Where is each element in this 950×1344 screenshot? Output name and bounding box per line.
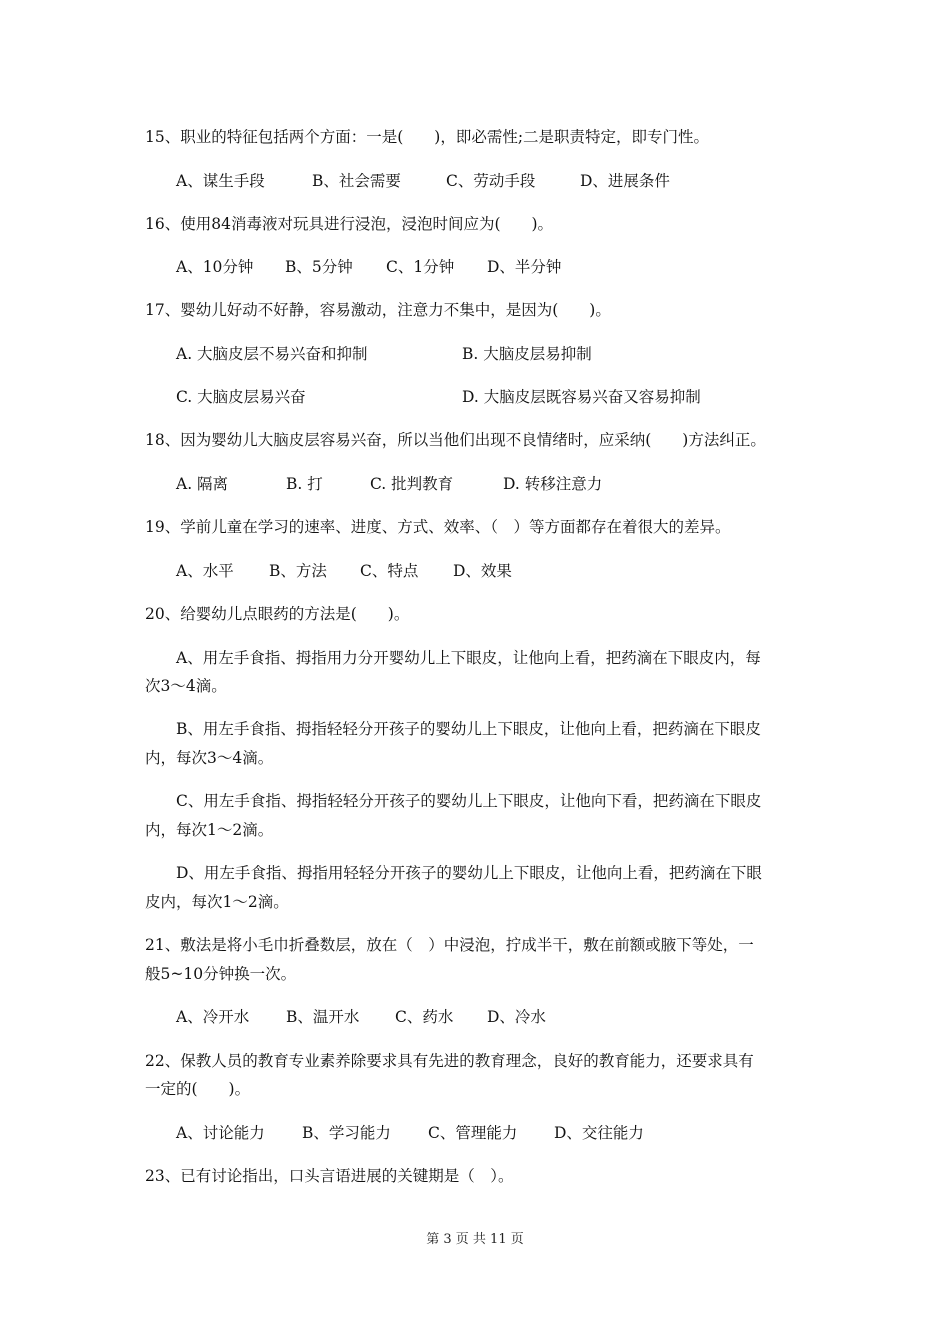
question-18-stem: 18、因为婴幼儿大脑皮层容易兴奋，所以当他们出现不良情绪时，应采纳( )方法纠正。 (145, 431, 766, 449)
question-19-stem: 19、学前儿童在学习的速率、进度、方式、效率、（ ）等方面都存在着很大的差异。 (145, 518, 731, 536)
option-d: D. 转移注意力 (503, 475, 603, 493)
option-b: B、方法 (269, 562, 327, 580)
option-c: C. 大脑皮层易兴奋 (176, 388, 306, 406)
option-a: A、水平 (176, 562, 234, 580)
option-b: B. 打 (286, 475, 323, 493)
question-20-option-d-line1: D、用左手食指、拇指用轻轻分开孩子的婴幼儿上下眼皮，让他向上看，把药滴在下眼 (176, 864, 762, 882)
option-c: C. 批判教育 (370, 475, 454, 493)
question-21-stem-line2: 般5~10分钟换一次。 (145, 965, 297, 983)
option-d: D、交往能力 (554, 1124, 644, 1142)
option-b: B. 大脑皮层易抑制 (462, 345, 592, 363)
question-17-options-row1 (176, 344, 592, 364)
question-20-option-a-line1: A、用左手食指、拇指用力分开婴幼儿上下眼皮，让他向上看，把药滴在下眼皮内，每 (176, 649, 761, 667)
question-20-option-c-line2: 内，每次1～2滴。 (145, 821, 274, 839)
option-d: D、进展条件 (580, 172, 670, 190)
option-a: A、冷开水 (176, 1008, 250, 1026)
option-c: C、特点 (360, 562, 419, 580)
question-20-option-a-line2: 次3～4滴。 (145, 677, 227, 695)
option-a: A. 大脑皮层不易兴奋和抑制 (176, 345, 368, 363)
option-c: C、管理能力 (428, 1124, 518, 1142)
option-d: D、半分钟 (487, 258, 562, 276)
question-20-option-c-line1: C、用左手食指、拇指轻轻分开孩子的婴幼儿上下眼皮，让他向下看，把药滴在下眼皮 (176, 792, 762, 810)
option-a: A. 隔离 (176, 475, 229, 493)
question-20-option-d-line2: 皮内，每次1～2滴。 (145, 893, 289, 911)
option-a: A、讨论能力 (176, 1124, 265, 1142)
option-c: C、劳动手段 (446, 172, 536, 190)
option-d: D、冷水 (487, 1008, 546, 1026)
question-20-option-b-line2: 内，每次3～4滴。 (145, 749, 274, 767)
option-c: C、1分钟 (386, 258, 455, 276)
question-15-options (176, 171, 670, 191)
question-18-options (176, 474, 602, 494)
question-22-stem-line2: 一定的( )。 (145, 1080, 251, 1098)
question-22-options (176, 1123, 644, 1143)
option-d: D. 大脑皮层既容易兴奋又容易抑制 (462, 388, 701, 406)
option-d: D、效果 (453, 562, 512, 580)
question-22-stem-line1: 22、保教人员的教育专业素养除要求具有先进的教育理念，良好的教育能力，还要求具有 (145, 1052, 754, 1070)
option-a: A、谋生手段 (176, 172, 265, 190)
option-b: B、社会需要 (312, 172, 401, 190)
option-a: A、10分钟 (176, 258, 254, 276)
question-21-options (176, 1007, 546, 1027)
question-16-stem: 16、使用84消毒液对玩具进行浸泡，浸泡时间应为( )。 (145, 215, 554, 233)
question-23-stem: 23、已有讨论指出，口头言语进展的关键期是（ ）。 (145, 1167, 514, 1185)
question-20-stem: 20、给婴幼儿点眼药的方法是( )。 (145, 605, 410, 623)
question-16-options (176, 257, 561, 277)
page-footer: 第 3 页 共 11 页 (426, 1232, 524, 1247)
question-15-stem: 15、职业的特征包括两个方面：一是( )，即必需性;二是职责特定，即专门性。 (145, 128, 710, 146)
option-b: B、温开水 (286, 1008, 360, 1026)
question-19-options (176, 561, 512, 581)
option-b: B、学习能力 (302, 1124, 391, 1142)
option-c: C、药水 (395, 1008, 454, 1026)
question-17-stem: 17、婴幼儿好动不好静，容易激动，注意力不集中，是因为( )。 (145, 301, 611, 319)
question-20-option-b-line1: B、用左手食指、拇指轻轻分开孩子的婴幼儿上下眼皮，让他向上看，把药滴在下眼皮 (176, 720, 761, 738)
option-b: B、5分钟 (285, 258, 353, 276)
question-17-options-row2 (176, 387, 701, 407)
question-21-stem-line1: 21、敷法是将小毛巾折叠数层，放在（ ）中浸泡，拧成半干，敷在前额或腋下等处，一 (145, 936, 754, 954)
